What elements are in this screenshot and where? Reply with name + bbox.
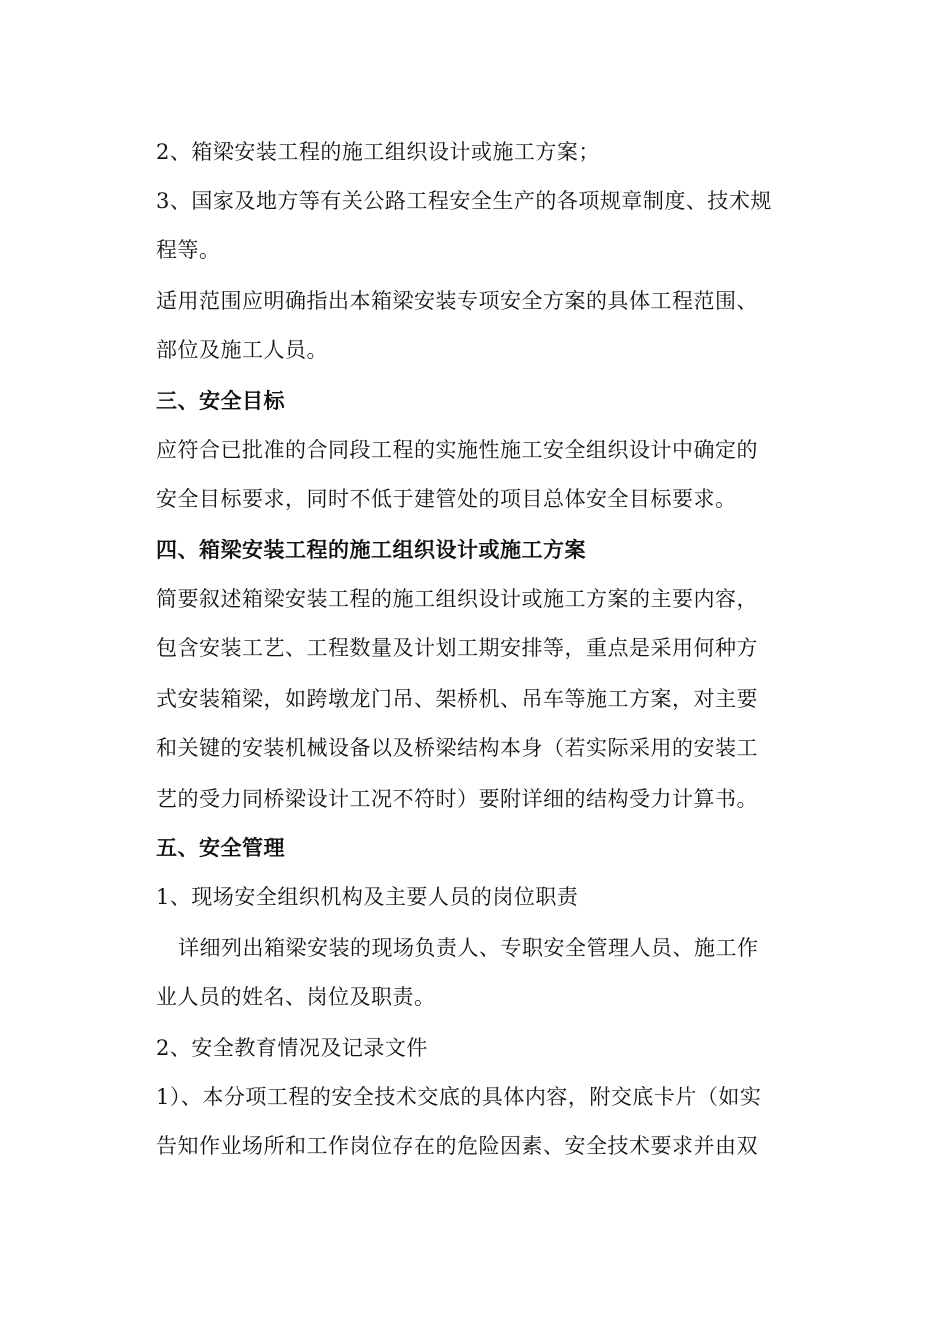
text-line-3: 程等。 [156, 238, 221, 262]
text-line-7: 应符合已批准的合同段工程的实施性施工安全组织设计中确定的 [156, 438, 758, 462]
text-line-10: 简要叙述箱梁安装工程的施工组织设计或施工方案的主要内容， [156, 587, 758, 611]
text-line-19: 2、安全教育情况及记录文件 [156, 1036, 428, 1060]
section-heading-4: 四、箱梁安装工程的施工组织设计或施工方案 [156, 537, 586, 562]
text-line-11: 包含安装工艺、工程数量及计划工期安排等，重点是采用何种方 [156, 636, 758, 660]
text-line-20: 1）、本分项工程的安全技术交底的具体内容，附交底卡片（如实 [156, 1085, 762, 1109]
text-line-8: 安全目标要求，同时不低于建管处的项目总体安全目标要求。 [156, 487, 737, 511]
text-line-1: 2、箱梁安装工程的施工组织设计或施工方案； [156, 140, 600, 164]
text-line-13: 和关键的安装机械设备以及桥梁结构本身（若实际采用的安装工 [156, 736, 758, 760]
text-line-14: 艺的受力同桥梁设计工况不符时）要附详细的结构受力计算书。 [156, 787, 758, 811]
text-line-2: 3、国家及地方等有关公路工程安全生产的各项规章制度、技术规 [156, 189, 772, 213]
text-line-16: 1、现场安全组织机构及主要人员的岗位职责 [156, 885, 579, 909]
text-line-17: 详细列出箱梁安装的现场负责人、专职安全管理人员、施工作 [178, 936, 759, 960]
text-line-21: 告知作业场所和工作岗位存在的危险因素、安全技术要求并由双 [156, 1134, 758, 1158]
section-heading-3: 三、安全目标 [156, 388, 285, 413]
text-line-5: 部位及施工人员。 [156, 338, 328, 362]
text-line-4: 适用范围应明确指出本箱梁安装专项安全方案的具体工程范围、 [156, 289, 758, 313]
section-heading-5: 五、安全管理 [156, 835, 285, 860]
text-line-12: 式安装箱梁，如跨墩龙门吊、架桥机、吊车等施工方案，对主要 [156, 687, 758, 711]
text-line-18: 业人员的姓名、岗位及职责。 [156, 985, 436, 1009]
